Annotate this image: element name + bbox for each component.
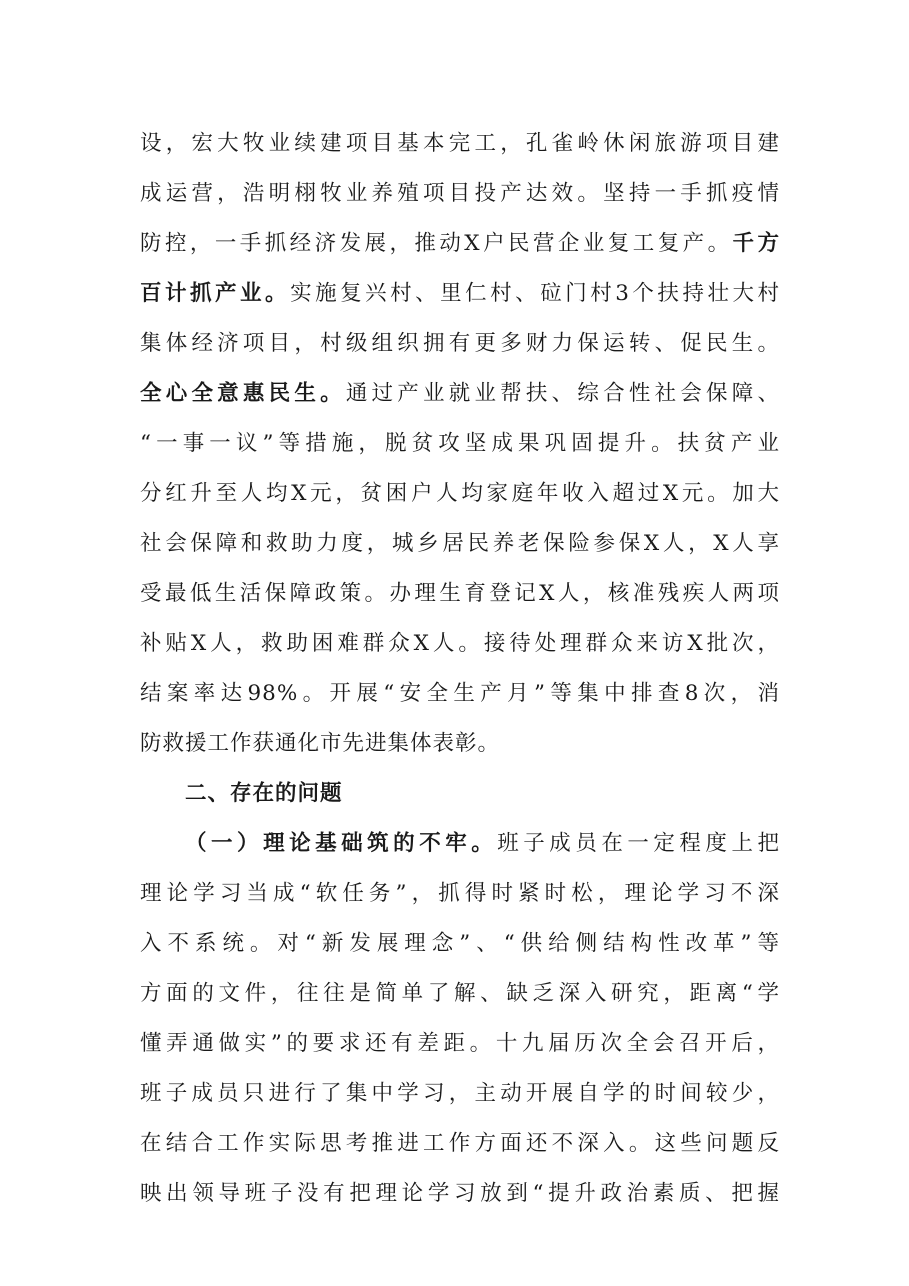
paragraph-line: 方面的文件，往往是简单了解、缺乏深入研究，距离“学	[140, 981, 780, 1006]
paragraph-line: 入不系统。对“新发展理念”、“供给侧结构性改革”等	[140, 931, 780, 956]
text-run: 防控，一手抓经济发展，推动X户民营企业复工复产。	[140, 231, 733, 256]
text-run: 受最低生活保障政策。办理生育登记X人，核准残疾人两项	[140, 581, 780, 606]
paragraph-line	[140, 428, 780, 460]
paragraph-line	[140, 128, 780, 160]
paragraph-line	[140, 478, 780, 510]
text-run: 实施复兴村、里仁村、砬门村3个扶持壮大村	[290, 281, 780, 306]
text-run: 防救援工作获通化市先进集体表彰。	[140, 731, 501, 756]
paragraph-line	[185, 828, 780, 860]
text-run: 集体经济项目，村级组织拥有更多财力保运转、促民生。	[140, 331, 780, 356]
text-run: 补贴X人，救助困难群众X人。接待处理群众来访X批次，	[140, 631, 780, 656]
bold-lead-text: 全心全意惠民生。	[140, 381, 346, 406]
paragraph-line	[140, 378, 780, 410]
text-run: 班子成员在一定程度上把	[497, 831, 780, 856]
paragraph-line	[140, 328, 780, 360]
bold-lead-text: 千方	[732, 231, 780, 256]
paragraph-line	[140, 178, 780, 210]
text-run: “一事一议”等措施，脱贫攻坚成果巩固提升。扶贫产业	[140, 431, 780, 456]
text-run: 通过产业就业帮扶、综合性社会保障、	[345, 381, 780, 406]
text-run: 结案率达98%。开展“安全生产月”等集中排查8次，消	[140, 681, 780, 706]
paragraph-line	[140, 678, 780, 710]
paragraph-line: 映出领导班子没有把理论学习放到“提升政治素质、把握	[140, 1181, 780, 1206]
paragraph-line: 班子成员只进行了集中学习，主动开展自学的时间较少，	[140, 1081, 780, 1106]
paragraph-line: 理论学习当成“软任务”，抓得时紧时松，理论学习不深	[140, 881, 780, 906]
sub-heading: （一）理论基础筑的不牢。	[185, 831, 498, 856]
text-run: 设，宏大牧业续建项目基本完工，孔雀岭休闲旅游项目建	[140, 131, 780, 156]
section-heading: 二、存在的问题	[185, 781, 343, 806]
text-run: 成运营，浩明栩牧业养殖项目投产达效。坚持一手抓疫情	[140, 181, 780, 206]
paragraph-line	[140, 528, 780, 560]
paragraph-line	[140, 628, 780, 660]
paragraph-line	[140, 578, 780, 610]
paragraph-line: 在结合工作实际思考推进工作方面还不深入。这些问题反	[140, 1131, 780, 1156]
text-run: 分红升至人均X元，贫困户人均家庭年收入超过X元。加大	[140, 481, 780, 506]
paragraph-line: 懂弄通做实”的要求还有差距。十九届历次全会召开后，	[140, 1031, 780, 1056]
paragraph-line	[140, 728, 780, 760]
bold-lead-text: 百计抓产业。	[140, 281, 291, 306]
text-run: 社会保障和救助力度，城乡居民养老保险参保X人，X人享	[140, 531, 780, 556]
paragraph-line	[140, 228, 780, 260]
paragraph-line	[140, 278, 780, 310]
